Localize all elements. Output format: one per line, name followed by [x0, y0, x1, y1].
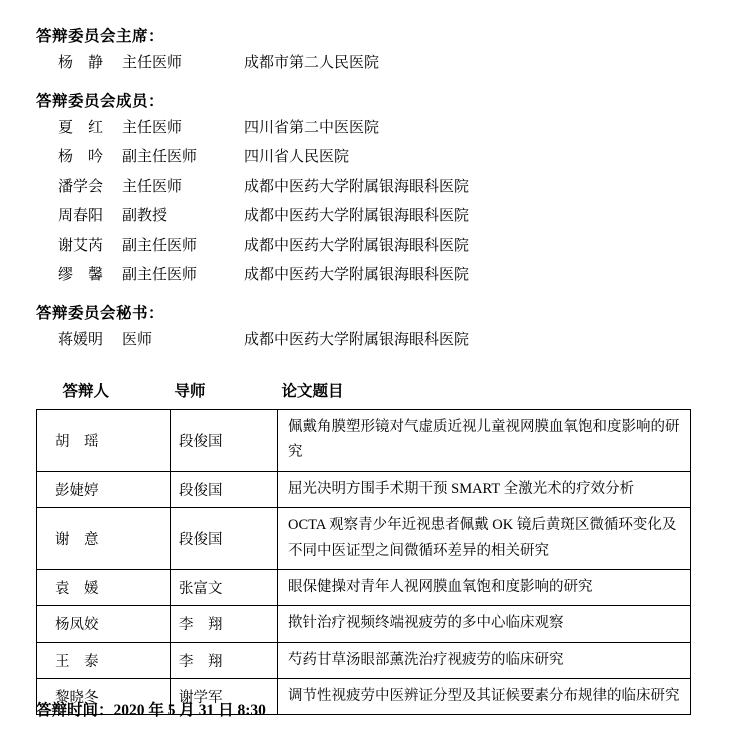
person-title: 主任医师 [122, 178, 183, 195]
person-row [30, 176, 709, 199]
cell-advisor: 谢学军 [171, 679, 278, 715]
cell-defender: 谢 意 [37, 508, 171, 570]
person-row [30, 329, 709, 352]
person-row [30, 205, 709, 228]
cell-advisor: 段俊国 [171, 410, 278, 472]
person-title: 主任医师 [122, 55, 183, 71]
defense-time-value: 2020 年 5 月 31 日 8:30 [113, 702, 266, 719]
table-row [37, 410, 691, 472]
cell-defender: 袁 媛 [37, 569, 171, 605]
section-heading-members: 答辩委员会成员： [36, 92, 165, 110]
section-heading-secretary: 答辩委员会秘书： [36, 304, 165, 322]
person-title: 副主任医师 [122, 237, 198, 254]
table-row [37, 606, 691, 642]
table-row [37, 508, 691, 570]
section-chair [30, 24, 709, 75]
person-org: 成都市第二人民医院 [244, 55, 380, 71]
cell-thesis-title: 屈光决明方围手术期干预 SMART 全激光术的疗效分析 [278, 471, 691, 507]
table-row [37, 471, 691, 507]
table-row [37, 642, 691, 678]
column-header-advisor: 导师 [174, 383, 206, 400]
person-title: 副教授 [122, 208, 168, 224]
cell-thesis-title: 眼保健操对青年人视网膜血氧饱和度影响的研究 [278, 569, 691, 605]
person-org: 成都中医药大学附属银海眼科医院 [244, 267, 470, 283]
person-row [30, 146, 709, 169]
person-name: 蒋媛明 [58, 331, 104, 348]
cell-defender: 杨凤姣 [37, 606, 171, 642]
cell-thesis-title: OCTA 观察青少年近视患者佩戴 OK 镜后黄斑区微循环变化及不同中医证型之间微循环差异的相关研究 [278, 508, 691, 570]
section-secretary [30, 301, 709, 352]
thesis-table [36, 377, 691, 715]
cell-thesis-title: 揿针治疗视频终端视疲劳的多中心临床观察 [278, 606, 691, 642]
cell-advisor: 李 翔 [171, 642, 278, 678]
person-org: 成都中医药大学附属银海眼科医院 [244, 331, 470, 348]
thesis-table-wrapper [30, 377, 709, 715]
person-title: 副主任医师 [122, 149, 198, 165]
person-row [30, 117, 709, 140]
column-header-defender: 答辩人 [62, 383, 110, 400]
person-name: 夏 红 [58, 119, 104, 136]
cell-defender: 王 泰 [37, 642, 171, 678]
person-row [30, 264, 709, 287]
person-name: 谢艾芮 [58, 237, 104, 254]
defense-time-label: 答辩时间： [36, 702, 114, 719]
cell-defender: 彭婕婷 [37, 471, 171, 507]
cell-advisor: 李 翔 [171, 606, 278, 642]
cell-advisor: 张富文 [171, 569, 278, 605]
section-members [30, 89, 709, 287]
cell-advisor: 段俊国 [171, 508, 278, 570]
person-row [30, 235, 709, 258]
table-row [37, 569, 691, 605]
person-name: 周春阳 [58, 208, 104, 224]
cell-advisor: 段俊国 [171, 471, 278, 507]
defense-time [36, 698, 266, 720]
person-name: 杨 静 [58, 55, 104, 71]
cell-thesis-title: 调节性视疲劳中医辨证分型及其证候要素分布规律的临床研究 [278, 679, 691, 715]
person-row [30, 52, 709, 75]
cell-defender: 胡 瑶 [37, 410, 171, 472]
person-org: 成都中医药大学附属银海眼科医院 [244, 178, 470, 195]
cell-thesis-title: 芍药甘草汤眼部薰洗治疗视疲劳的临床研究 [278, 642, 691, 678]
person-title: 主任医师 [122, 119, 183, 136]
person-org: 四川省人民医院 [244, 149, 350, 165]
person-name: 杨 吟 [58, 149, 104, 165]
table-header-row [37, 377, 691, 410]
person-title: 医师 [122, 331, 153, 348]
person-org: 四川省第二中医医院 [244, 119, 380, 136]
cell-thesis-title: 佩戴角膜塑形镜对气虚质近视儿童视网膜血氧饱和度影响的研究 [278, 410, 691, 472]
column-header-thesis-title: 论文题目 [281, 383, 344, 400]
person-title: 副主任医师 [122, 267, 198, 283]
person-org: 成都中医药大学附属银海眼科医院 [244, 208, 470, 224]
person-name: 潘学会 [58, 178, 104, 195]
person-name: 缪 馨 [58, 267, 104, 283]
person-org: 成都中医药大学附属银海眼科医院 [244, 237, 470, 254]
section-heading-chair: 答辩委员会主席： [36, 28, 165, 45]
cell-defender: 黎晓冬 [37, 679, 171, 715]
